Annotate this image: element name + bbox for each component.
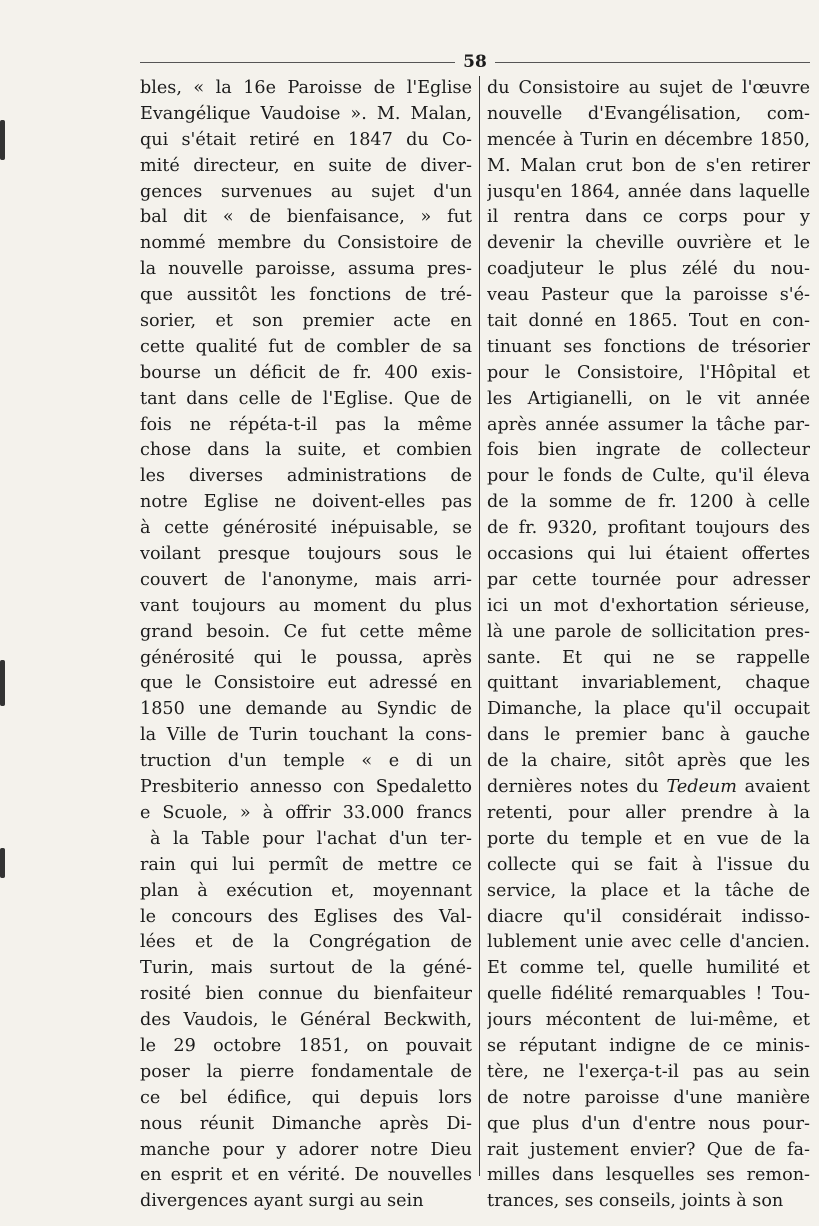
text-line: des Vaudois, le Général Beckwith, [140, 1010, 472, 1031]
text-line: la Ville de Turin touchant la cons- [140, 725, 472, 746]
text-line: gences survenues au sujet d'un [140, 181, 472, 202]
text-line: diacre qu'il considérait indisso- [487, 906, 810, 927]
text-line: quelle fidélité remarquables ! Tou- [487, 984, 810, 1005]
text-line: tinuant ses fonctions de trésorier [487, 336, 810, 357]
text-line: tait donné en 1865. Tout en con- [487, 311, 810, 332]
text-line: rain qui lui permît de mettre ce [140, 854, 472, 875]
text-line: vant toujours au moment du plus [140, 595, 472, 616]
text-line: devenir la cheville ouvrière et le [487, 233, 810, 254]
text-line: coadjuteur le plus zélé du nou- [487, 259, 810, 280]
margin-mark [0, 848, 5, 878]
text-line: sorier, et son premier acte en [140, 311, 472, 332]
text-line: le 29 octobre 1851, on pouvait [140, 1035, 472, 1056]
text-line: rait justement envier? Que de fa- [487, 1139, 810, 1160]
text-line: nouvelle d'Evangélisation, com- [487, 103, 810, 124]
text-line: bal dit « de bienfaisance, » fut [140, 207, 472, 228]
text-line: occasions qui lui étaient offertes [487, 544, 810, 565]
text-line: plan à exécution et, moyennant [140, 880, 472, 901]
text-line: milles dans lesquelles ses remon- [487, 1165, 810, 1186]
text-line: 1850 une demande au Syndic de [140, 699, 472, 720]
text-line: nous réunit Dimanche après Di- [140, 1113, 472, 1134]
text-line: dernières notes du Tedeum avaient [487, 777, 810, 798]
text-line: les diverses administrations de [140, 466, 472, 487]
text-line: Presbiterio annesso con Spedaletto [140, 777, 472, 798]
text-line: notre Eglise ne doivent-elles pas [140, 492, 472, 513]
text-line: ce bel édifice, qui depuis lors [140, 1087, 472, 1108]
header-rule-left [140, 62, 455, 63]
column-divider [479, 76, 480, 1176]
text-line: couvert de l'anonyme, mais arri- [140, 569, 472, 590]
text-line: fois ne répéta-t-il pas la même [140, 414, 472, 435]
text-line: poser la pierre fondamentale de [140, 1061, 472, 1082]
text-line: chose dans la suite, et combien [140, 440, 472, 461]
text-line: par cette tournée pour adresser [487, 569, 810, 590]
text-line: se réputant indigne de ce minis- [487, 1035, 810, 1056]
margin-mark [0, 660, 5, 706]
text-line: lublement unie avec celle d'ancien. [487, 932, 810, 953]
text-line: Dimanche, la place qu'il occupait [487, 699, 810, 720]
text-line: jours mécontent de lui-même, et [487, 1010, 810, 1031]
text-line: retenti, pour aller prendre à la [487, 802, 810, 823]
text-line: de la chaire, sitôt après que les [487, 751, 810, 772]
text-line: bourse un déficit de fr. 400 exis- [140, 362, 472, 383]
text-line: Turin, mais surtout de la géné- [140, 958, 472, 979]
text-line: nommé membre du Consistoire de [140, 233, 472, 254]
page-number: 58 [463, 52, 487, 72]
text-line: collecte qui se fait à l'issue du [487, 854, 810, 875]
text-line: fois bien ingrate de collecteur [487, 440, 810, 461]
text-line: bles, « la 16e Paroisse de l'Eglise [140, 78, 472, 98]
text-line: pour le Consistoire, l'Hôpital et [487, 362, 810, 383]
text-line: tère, ne l'exerça-t-il pas au sein [487, 1061, 810, 1082]
text-line: du Consistoire au sujet de l'œuvre [487, 78, 810, 98]
text-line: veau Pasteur que la paroisse s'é- [487, 285, 810, 306]
text-line: Evangélique Vaudoise ». M. Malan, [140, 103, 472, 124]
page-header [140, 52, 810, 72]
text-line: à cette générosité inépuisable, se [140, 518, 472, 539]
text-line: Et comme tel, quelle humilité et [487, 958, 810, 979]
text-line: que plus d'un d'entre nous pour- [487, 1113, 810, 1134]
text-line: dans le premier banc à gauche [487, 725, 810, 746]
text-line: de notre paroisse d'une manière [487, 1087, 810, 1108]
margin-mark [0, 120, 5, 160]
text-line: de la somme de fr. 1200 à celle [487, 492, 810, 513]
text-line: M. Malan crut bon de s'en retirer [487, 155, 810, 176]
text-line: mencée à Turin en décembre 1850, [487, 129, 810, 150]
text-line: sante. Et qui ne se rappelle [487, 647, 810, 668]
text-line: service, la place et la tâche de [487, 880, 810, 901]
text-line: tant dans celle de l'Eglise. Que de [140, 388, 472, 409]
text-line: manche pour y adorer notre Dieu [140, 1139, 472, 1160]
text-line: à la Table pour l'achat d'un ter- [150, 828, 472, 849]
text-line: qui s'était retiré en 1847 du Co- [140, 129, 472, 150]
text-line: e Scuole, » à offrir 33.000 francs [140, 802, 472, 823]
text-line: quittant invariablement, chaque [487, 673, 810, 694]
text-line: en esprit et en vérité. De nouvelles [140, 1165, 472, 1186]
text-line: porte du temple et en vue de la [487, 828, 810, 849]
text-line: les Artigianelli, on le vit année [487, 388, 810, 409]
header-rule-right [495, 62, 810, 63]
text-line: rosité bien connue du bienfaiteur [140, 984, 472, 1005]
text-line: divergences ayant surgi au sein [140, 1191, 424, 1212]
text-line: le concours des Eglises des Val- [140, 906, 472, 927]
text-column-right [487, 76, 810, 1215]
text-line: lées et de la Congrégation de [140, 932, 472, 953]
text-line: jusqu'en 1864, année dans laquelle [487, 181, 810, 202]
text-line: trances, ses conseils, joints à son [487, 1191, 784, 1212]
text-line: mité directeur, en suite de diver- [140, 155, 472, 176]
text-line: voilant presque toujours sous le [140, 544, 472, 565]
text-line: de fr. 9320, profitant toujours des [487, 518, 810, 539]
text-line: truction d'un temple « e di un [140, 751, 472, 772]
text-line: que le Consistoire eut adressé en [140, 673, 472, 694]
text-line: la nouvelle paroisse, assuma pres- [140, 259, 472, 280]
text-line: là une parole de sollicitation pres- [487, 621, 810, 642]
text-line: pour le fonds de Culte, qu'il éleva [487, 466, 810, 487]
text-line: cette qualité fut de combler de sa [140, 336, 472, 357]
text-column-left [140, 76, 472, 1215]
text-line: que aussitôt les fonctions de tré- [140, 285, 472, 306]
text-line: il rentra dans ce corps pour y [487, 207, 810, 228]
text-line: générosité qui le poussa, après [140, 647, 472, 668]
text-line: grand besoin. Ce fut cette même [140, 621, 472, 642]
text-line: ici un mot d'exhortation sérieuse, [487, 595, 810, 616]
text-line: après année assumer la tâche par- [487, 414, 810, 435]
